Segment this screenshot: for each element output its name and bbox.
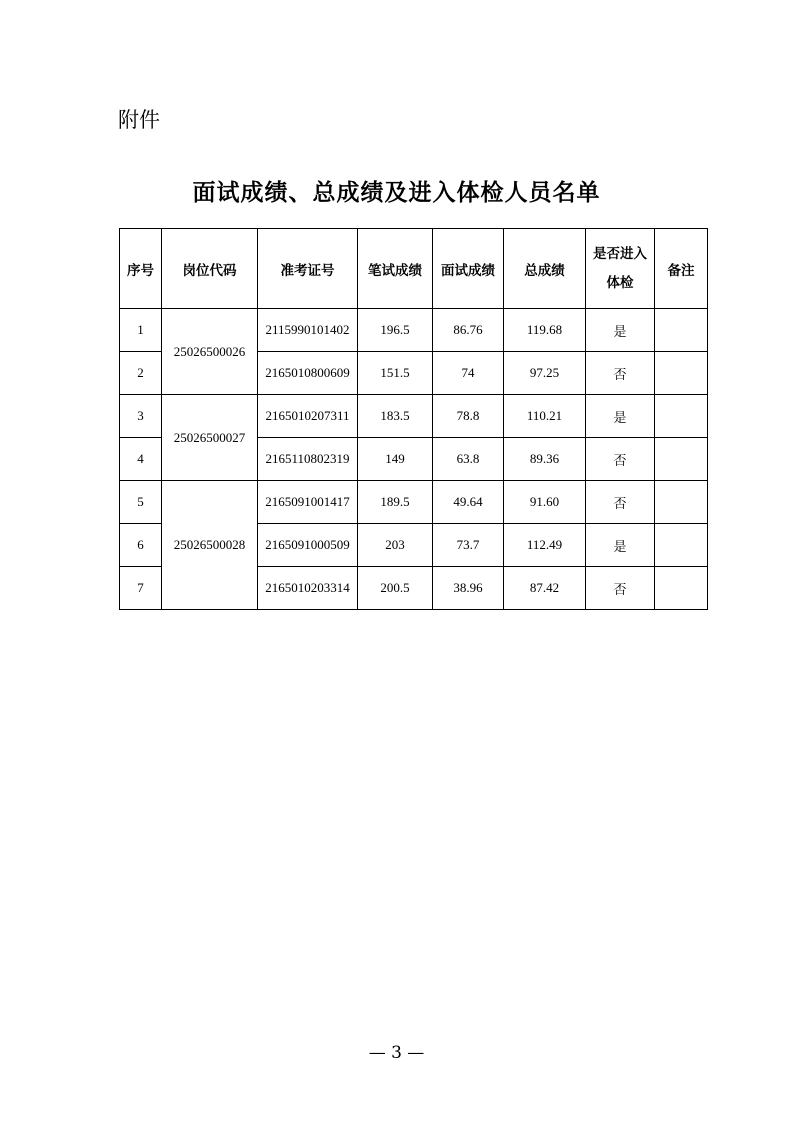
cell-ticket: 2165010207311 [258,395,358,438]
header-index: 序号 [120,229,162,309]
cell-interview: 78.8 [433,395,504,438]
cell-post-code: 25026500028 [162,481,258,610]
cell-physical: 是 [586,524,655,567]
header-post-code: 岗位代码 [162,229,258,309]
cell-index: 2 [120,352,162,395]
table-header-row [120,229,708,309]
table-row [120,481,708,524]
header-physical [586,229,655,309]
cell-written: 203 [358,524,433,567]
cell-written: 183.5 [358,395,433,438]
cell-total: 87.42 [504,567,586,610]
cell-index: 7 [120,567,162,610]
header-written: 笔试成绩 [358,229,433,309]
cell-interview: 63.8 [433,438,504,481]
table-row [120,395,708,438]
cell-index: 3 [120,395,162,438]
cell-written: 196.5 [358,309,433,352]
attachment-label: 附件 [118,108,160,132]
cell-physical: 否 [586,438,655,481]
table-row [120,309,708,352]
cell-physical: 否 [586,481,655,524]
document-title: 面试成绩、总成绩及进入体检人员名单 [192,179,601,206]
cell-index: 1 [120,309,162,352]
cell-total: 110.21 [504,395,586,438]
cell-index: 6 [120,524,162,567]
cell-index: 4 [120,438,162,481]
cell-total: 97.25 [504,352,586,395]
cell-interview: 86.76 [433,309,504,352]
header-interview: 面试成绩 [433,229,504,309]
cell-remarks [655,567,708,610]
cell-total: 89.36 [504,438,586,481]
cell-physical: 是 [586,309,655,352]
header-physical-line2: 体检 [606,274,634,291]
cell-written: 149 [358,438,433,481]
cell-remarks [655,438,708,481]
cell-total: 112.49 [504,524,586,567]
page-number: — 3 — [368,1043,425,1063]
cell-written: 200.5 [358,567,433,610]
cell-post-code: 25026500026 [162,309,258,395]
cell-written: 189.5 [358,481,433,524]
cell-remarks [655,524,708,567]
cell-interview: 73.7 [433,524,504,567]
header-physical-line1: 是否进入 [593,245,647,262]
header-ticket: 准考证号 [258,229,358,309]
cell-physical: 否 [586,352,655,395]
cell-physical: 是 [586,395,655,438]
cell-total: 119.68 [504,309,586,352]
cell-remarks [655,481,708,524]
cell-ticket: 2165010800609 [258,352,358,395]
cell-ticket: 2165091001417 [258,481,358,524]
cell-interview: 49.64 [433,481,504,524]
results-table [119,228,708,610]
cell-index: 5 [120,481,162,524]
cell-remarks [655,395,708,438]
cell-physical: 否 [586,567,655,610]
header-remarks: 备注 [655,229,708,309]
header-total: 总成绩 [504,229,586,309]
cell-remarks [655,352,708,395]
cell-interview: 38.96 [433,567,504,610]
cell-ticket: 2165110802319 [258,438,358,481]
cell-ticket: 2165010203314 [258,567,358,610]
cell-interview: 74 [433,352,504,395]
cell-ticket: 2165091000509 [258,524,358,567]
cell-total: 91.60 [504,481,586,524]
cell-ticket: 2115990101402 [258,309,358,352]
cell-written: 151.5 [358,352,433,395]
cell-post-code: 25026500027 [162,395,258,481]
cell-remarks [655,309,708,352]
